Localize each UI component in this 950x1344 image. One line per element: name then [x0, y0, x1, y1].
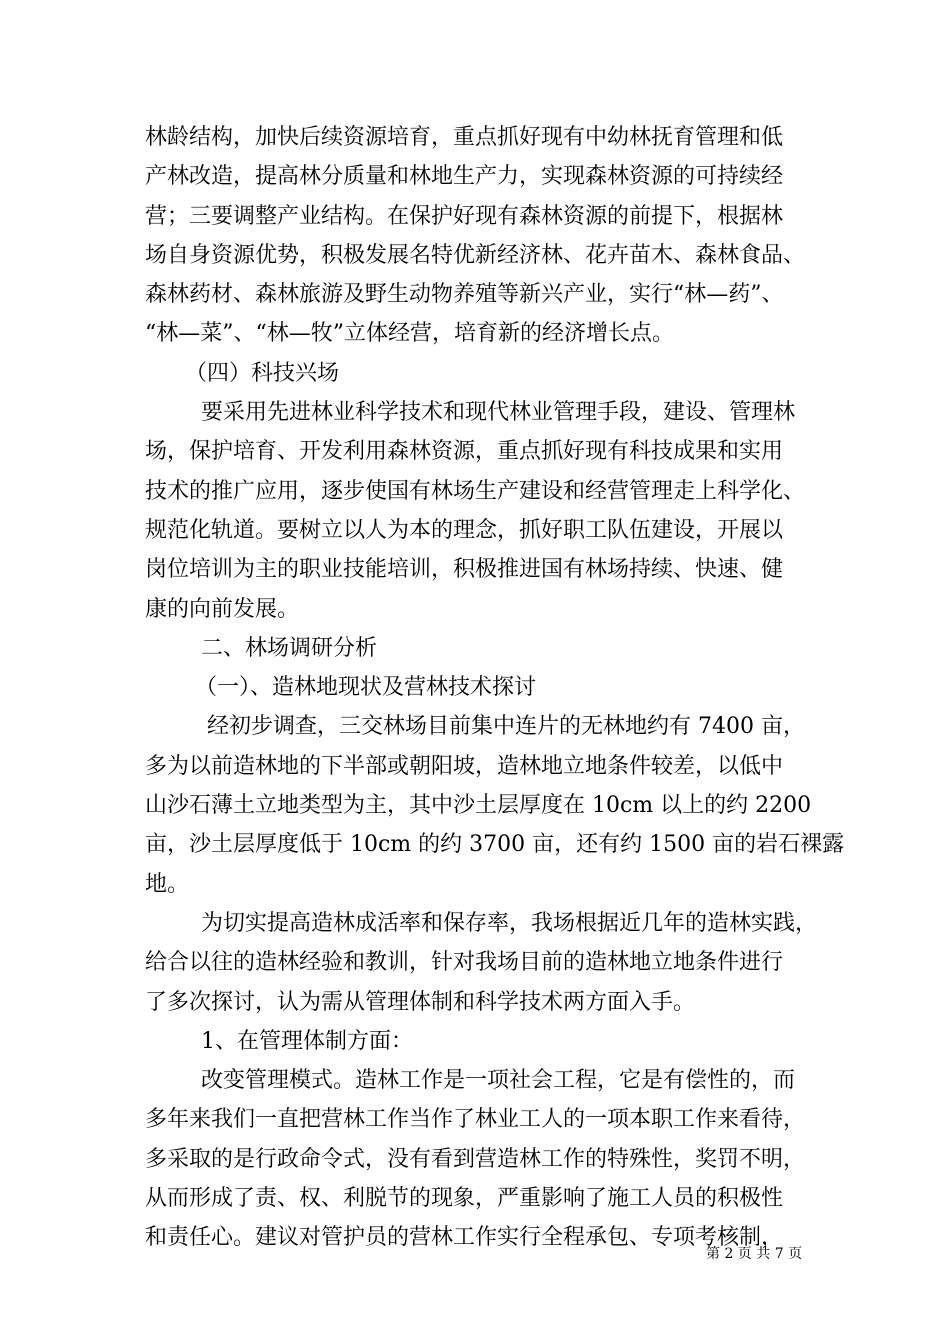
section-heading: 二、林场调研分析 [201, 635, 378, 661]
text-line: 森林药材、森林旅游及野生动物养殖等新兴产业，实行“林—药”、 [145, 282, 784, 308]
text-line: 和责任心。建议对管护员的营林工作实行全程承包、专项考核制， [145, 1225, 784, 1251]
text-line: 岗位培训为主的职业技能培训，积极推进国有林场持续、快速、健 [145, 557, 784, 583]
text-line: 场自身资源优势，积极发展名特优新经济林、花卉苗木、森林食品、 [145, 242, 806, 268]
text-line: 场，保护培育、开发利用森林资源，重点抓好现有科技成果和实用 [145, 439, 784, 465]
paragraph-first-line: 改变管理模式。造林工作是一项社会工程，它是有偿性的，而 [201, 1068, 796, 1094]
subsection-heading: （一）、造林地现状及营林技术探讨 [195, 675, 537, 701]
section-heading: （四）科技兴场 [185, 360, 340, 386]
text-line: 技术的推广应用，逐步使国有林场生产建设和经营管理走上科学化、 [145, 478, 806, 504]
text-line: 亩，沙土层厚度低于 10cm 的约 3700 亩，还有约 1500 亩的岩石裸露 [145, 832, 845, 858]
text-line: 地。 [145, 871, 190, 897]
text-line: 从而形成了责、权、利脱节的现象，严重影响了施工人员的积极性 [145, 1186, 784, 1212]
subsection-heading: 1、在管理体制方面： [201, 1028, 413, 1054]
page-number: 第 2 页 共 7 页 [706, 1246, 803, 1262]
text-line: 产林改造，提高林分质量和林地生产力，实现森林资源的可持续经 [145, 164, 784, 190]
text-line: 山沙石薄土立地类型为主，其中沙土层厚度在 10cm 以上的约 2200 [145, 793, 812, 819]
text-line: 康的向前发展。 [145, 596, 300, 622]
text-line: 了多次探讨，认为需从管理体制和科学技术两方面入手。 [145, 989, 696, 1015]
text-line: 营；三要调整产业结构。在保护好现有森林资源的前提下，根据林 [145, 203, 784, 229]
paragraph-first-line: 经初步调查，三交林场目前集中连片的无林地约有 7400 亩， [207, 714, 805, 740]
text-line: 林龄结构，加快后续资源培育，重点抓好现有中幼林抚育管理和低 [145, 125, 784, 150]
text-line: 多为以前造林地的下半部或朝阳坡，造林地立地条件较差，以低中 [145, 753, 784, 779]
paragraph-first-line: 为切实提高造林成活率和保存率，我场根据近几年的造林实践， [201, 910, 818, 936]
text-line: “林—菜”、“林—牧”立体经营，培育新的经济增长点。 [145, 321, 674, 347]
text-line: 给合以往的造林经验和教训，针对我场目前的造林地立地条件进行 [145, 950, 784, 976]
text-line: 多采取的是行政命令式，没有看到营造林工作的特殊性，奖罚不明， [145, 1146, 806, 1172]
document-body [145, 118, 845, 1258]
text-line: 规范化轨道。要树立以人为本的理念，抓好职工队伍建设，开展以 [145, 517, 784, 543]
text-line: 多年来我们一直把营林工作当作了林业工人的一项本职工作来看待， [145, 1107, 806, 1133]
paragraph-first-line: 要采用先进林业科学技术和现代林业管理手段，建设、管理林 [201, 400, 796, 426]
